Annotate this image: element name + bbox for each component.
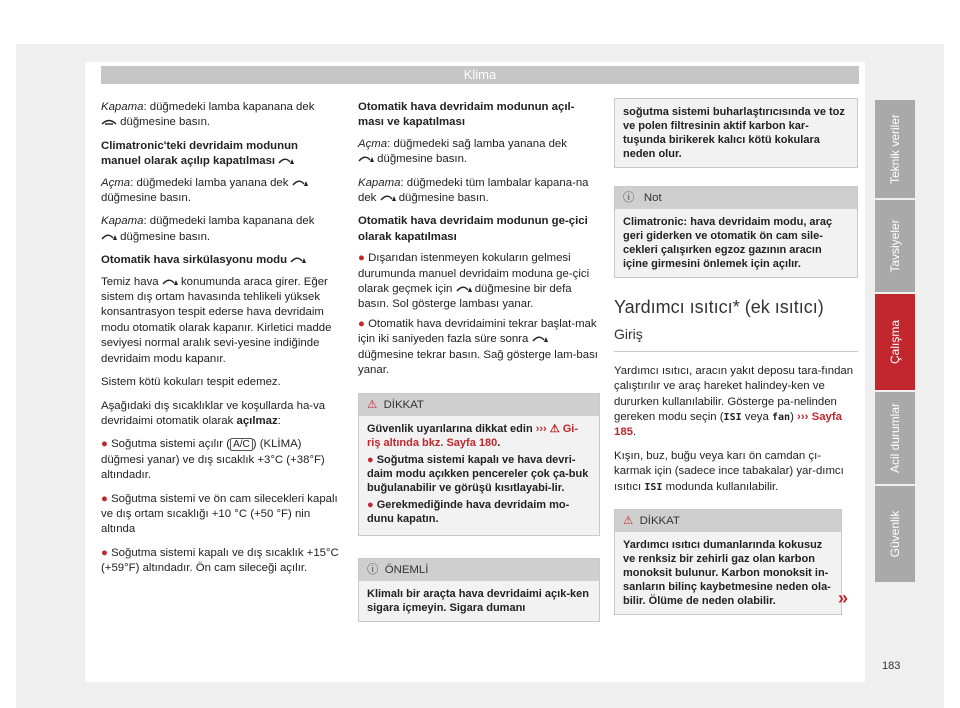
warning-body: Yardımcı ısıtıcı dumanlarında kokusuz ve renksiz bir zehirli gaz olan karbon monoksit bulunur. Karbon monoksit in-sanların bilinç kaybetmesine neden ola-bilir. Ölüme de neden olabilir.	[623, 539, 831, 608]
text: Gerekmediğinde hava devridaim mo-dunu kapatın.	[367, 498, 570, 525]
recirculation-icon	[101, 118, 117, 126]
text: Soğutma sistemi ve ön cam silecekleri kapalı ve dış ortam sıcaklığı +10 °C (+50 °F) nin altında	[101, 492, 338, 536]
subsection-title: Giriş	[614, 327, 858, 351]
text: veya	[744, 411, 769, 424]
page-reference-link[interactable]: Sayfa 185	[614, 411, 843, 439]
bullet-icon: ●	[101, 492, 108, 505]
text: Güvenlik uyarılarına dikkat edin	[367, 422, 533, 435]
important-box	[358, 558, 600, 622]
page-header: Klima	[101, 66, 859, 84]
text: Yardımcı ısıtıcı, aracın yakıt deposu tara-fından çalıştırılır ve araç hareket halindey-ken ve dururken kullanılabilir. Gösterge pa-nelinden gereken modu seçin (	[614, 364, 854, 424]
bullet-icon: ●	[367, 498, 374, 511]
text: Soğutma sistemi kapalı ve dış sıcaklık +15°C (+59°F) altındadır. Ön cam sileceği açılır.	[101, 546, 339, 575]
tab-label: Çalışma	[888, 319, 902, 365]
page-number: 183	[882, 660, 901, 672]
recirculation-auto-icon	[162, 278, 178, 286]
bullet-icon: ●	[358, 317, 365, 330]
tab-label: Güvenlik	[888, 510, 902, 558]
text: Kışın, buz, buğu veya karı ön camdan çı-karmak için (sadece ince tabakalar) yar-dımcı ısıtıcı	[614, 449, 844, 493]
text: .	[497, 436, 501, 449]
text: Soğutma sistemi kapalı ve hava devri-daim modu açıkken pencereler çok ça-buk buğulanabilir ve görüşü kısıtlayabi-lir.	[367, 453, 589, 494]
text: konumunda araca girer. Eğer sistem dış ortam havasında tehlikeli yüksek konsantrasyon tespit ederse hava devridaim modu otomatik olarak kapanır. Kirletici madde seviyesi normal aralık sevi-yesine indiğinde devridaim modu kapanır.	[101, 275, 332, 365]
tab-label: Teknik veriler	[888, 113, 902, 185]
arrow-link-icon: ›››	[797, 411, 809, 424]
section-title: Yardımcı ısıtıcı* (ek ısıtıcı)	[614, 297, 824, 317]
emphasis: açılmaz	[236, 414, 278, 427]
text: düğmesine basın.	[120, 116, 211, 129]
text: : düğmedeki tüm lambalar kapana-na dek	[358, 176, 589, 205]
cross-reference-link[interactable]: Gi-riş altında bkz. Sayfa 180	[367, 422, 579, 449]
recirculation-auto-icon	[456, 285, 472, 293]
text: düğmesine basın.	[377, 153, 468, 166]
heading-auto-circulation	[101, 253, 339, 268]
term-acma: Açma	[358, 137, 388, 150]
tab-label: Tavsiyeler	[888, 219, 902, 273]
heater-symbol: ISI	[644, 481, 663, 493]
tab-guvenlik[interactable]	[875, 486, 915, 582]
heading-auto-recirculation: Otomatik hava devridaim modunun açıl-ması ve kapatılması	[358, 101, 575, 129]
recirculation-auto-icon	[292, 179, 308, 187]
note-body: Climatronic: hava devridaim modu, araç geri giderken ve otomatik ön cam sile-cekleri çalışırken egzoz gazının aracın içine girmesini önlemek için açılır.	[623, 216, 833, 270]
column-1	[101, 100, 339, 585]
important-continued: soğutma sistemi buharlaştırıcısında ve toz ve polen filtresinin aktif karbon kar-tuşunda birikerek kalıcı kötü kokulara neden olur.	[623, 106, 845, 160]
tab-tavsiyeler[interactable]	[875, 200, 915, 292]
text: : düğmedeki sağ lamba yanana dek	[387, 137, 567, 150]
continue-marker-icon: »	[838, 588, 849, 608]
text: düğmesine bir defa basın. Sol gösterge lambası yanar.	[358, 283, 572, 311]
recirculation-auto-icon	[358, 155, 374, 163]
warning-triangle-icon: ⚠	[367, 398, 378, 411]
recirculation-auto-icon	[532, 335, 548, 343]
warning-title: DİKKAT	[383, 398, 424, 411]
text: düğmesine basın.	[101, 192, 191, 205]
bullet-icon: ●	[358, 252, 365, 265]
note-title: Not	[643, 192, 662, 204]
note-box	[614, 186, 858, 278]
text: Aşağıdaki dış sıcaklıklar ve koşullarda ha-va devridaimi otomatik olarak	[101, 399, 326, 427]
tab-label: Acil durumlar	[888, 402, 902, 474]
text: modunda kullanılabilir.	[665, 480, 779, 493]
text: Otomatik hava devridaimini tekrar başlat-mak için iki saniyeden fazla süre sonra	[358, 317, 597, 346]
bullet-icon: ●	[367, 453, 374, 466]
ac-key: A/C	[230, 438, 253, 451]
heading-text: Otomatik hava sirkülasyonu modu	[101, 254, 288, 267]
arrow-link-icon: ›››	[535, 422, 547, 435]
important-box-continued	[614, 98, 858, 168]
tab-calisma[interactable]	[875, 294, 915, 390]
text: düğmesine basın.	[398, 192, 489, 205]
warning-box	[358, 393, 600, 536]
paragraph: Sistem kötü kokuları tespit edemez.	[101, 376, 281, 389]
warning-triangle-icon: ⚠	[623, 515, 634, 528]
warning-title: DİKKAT	[639, 515, 680, 528]
fan-symbol: fan	[772, 412, 791, 424]
warning-header	[359, 394, 599, 416]
text: Temiz hava	[101, 275, 159, 288]
warning-box-heater	[614, 509, 842, 615]
term-kapama: Kapama	[101, 215, 144, 228]
important-body: Klimalı bir araçta hava devridaimi açık-ken sigara içmeyin. Sigara dumanı	[367, 587, 589, 614]
warning-triangle-icon: ⚠	[549, 422, 560, 435]
note-icon: ⓘ	[623, 192, 635, 204]
info-circle-icon: ⓘ	[367, 563, 379, 576]
heater-symbol: ISI	[723, 412, 742, 424]
tab-teknik-veriler[interactable]	[875, 100, 915, 198]
text: )	[790, 411, 794, 424]
text: Dışarıdan istenmeyen kokuların gelmesi durumunda manuel devridaim moduna ge-çici olarak geçmek için	[358, 252, 590, 296]
bullet-icon: ●	[101, 546, 108, 559]
text: düğmesine basın.	[120, 230, 211, 243]
text: : düğmedeki lamba kapanana dek	[143, 101, 315, 113]
recirculation-auto-icon	[278, 157, 294, 165]
recirculation-auto-icon	[290, 256, 306, 264]
recirculation-auto-icon	[101, 233, 117, 241]
text: Soğutma sistemi açılır (	[111, 438, 231, 451]
recirculation-auto-icon	[380, 194, 396, 202]
term-kapama: Kapama	[358, 176, 401, 189]
text: düğmesine tekrar basın. Sağ gösterge lam-bası yanar.	[358, 348, 598, 377]
text: .	[633, 426, 637, 439]
warning-header	[615, 510, 841, 532]
text: :	[277, 414, 281, 427]
column-3	[614, 98, 858, 629]
heading-temporary-off: Otomatik hava devridaim modunun ge-çici olarak kapatılması	[358, 215, 588, 243]
term-acma: Açma	[101, 176, 131, 189]
text: : düğmedeki lamba kapanana dek	[143, 215, 315, 228]
important-header	[359, 559, 599, 581]
text: ) (KLİMA) düğmesi yanar) ve dış sıcaklık +3°C (+38°F) altındadır.	[101, 438, 325, 482]
text: : düğmedeki lamba yanana dek	[130, 176, 289, 189]
term-kapama: Kapama	[101, 101, 144, 113]
column-2	[358, 100, 600, 636]
heading-manual-recirculation	[101, 139, 339, 170]
bullet-icon: ●	[101, 438, 108, 451]
tab-acil-durumlar[interactable]	[875, 392, 915, 484]
important-title: ÖNEMLİ	[384, 563, 429, 576]
heading-text: Climatronic'teki devridaim modunun manuel olarak açılıp kapatılması	[101, 139, 299, 168]
note-header	[615, 187, 857, 209]
